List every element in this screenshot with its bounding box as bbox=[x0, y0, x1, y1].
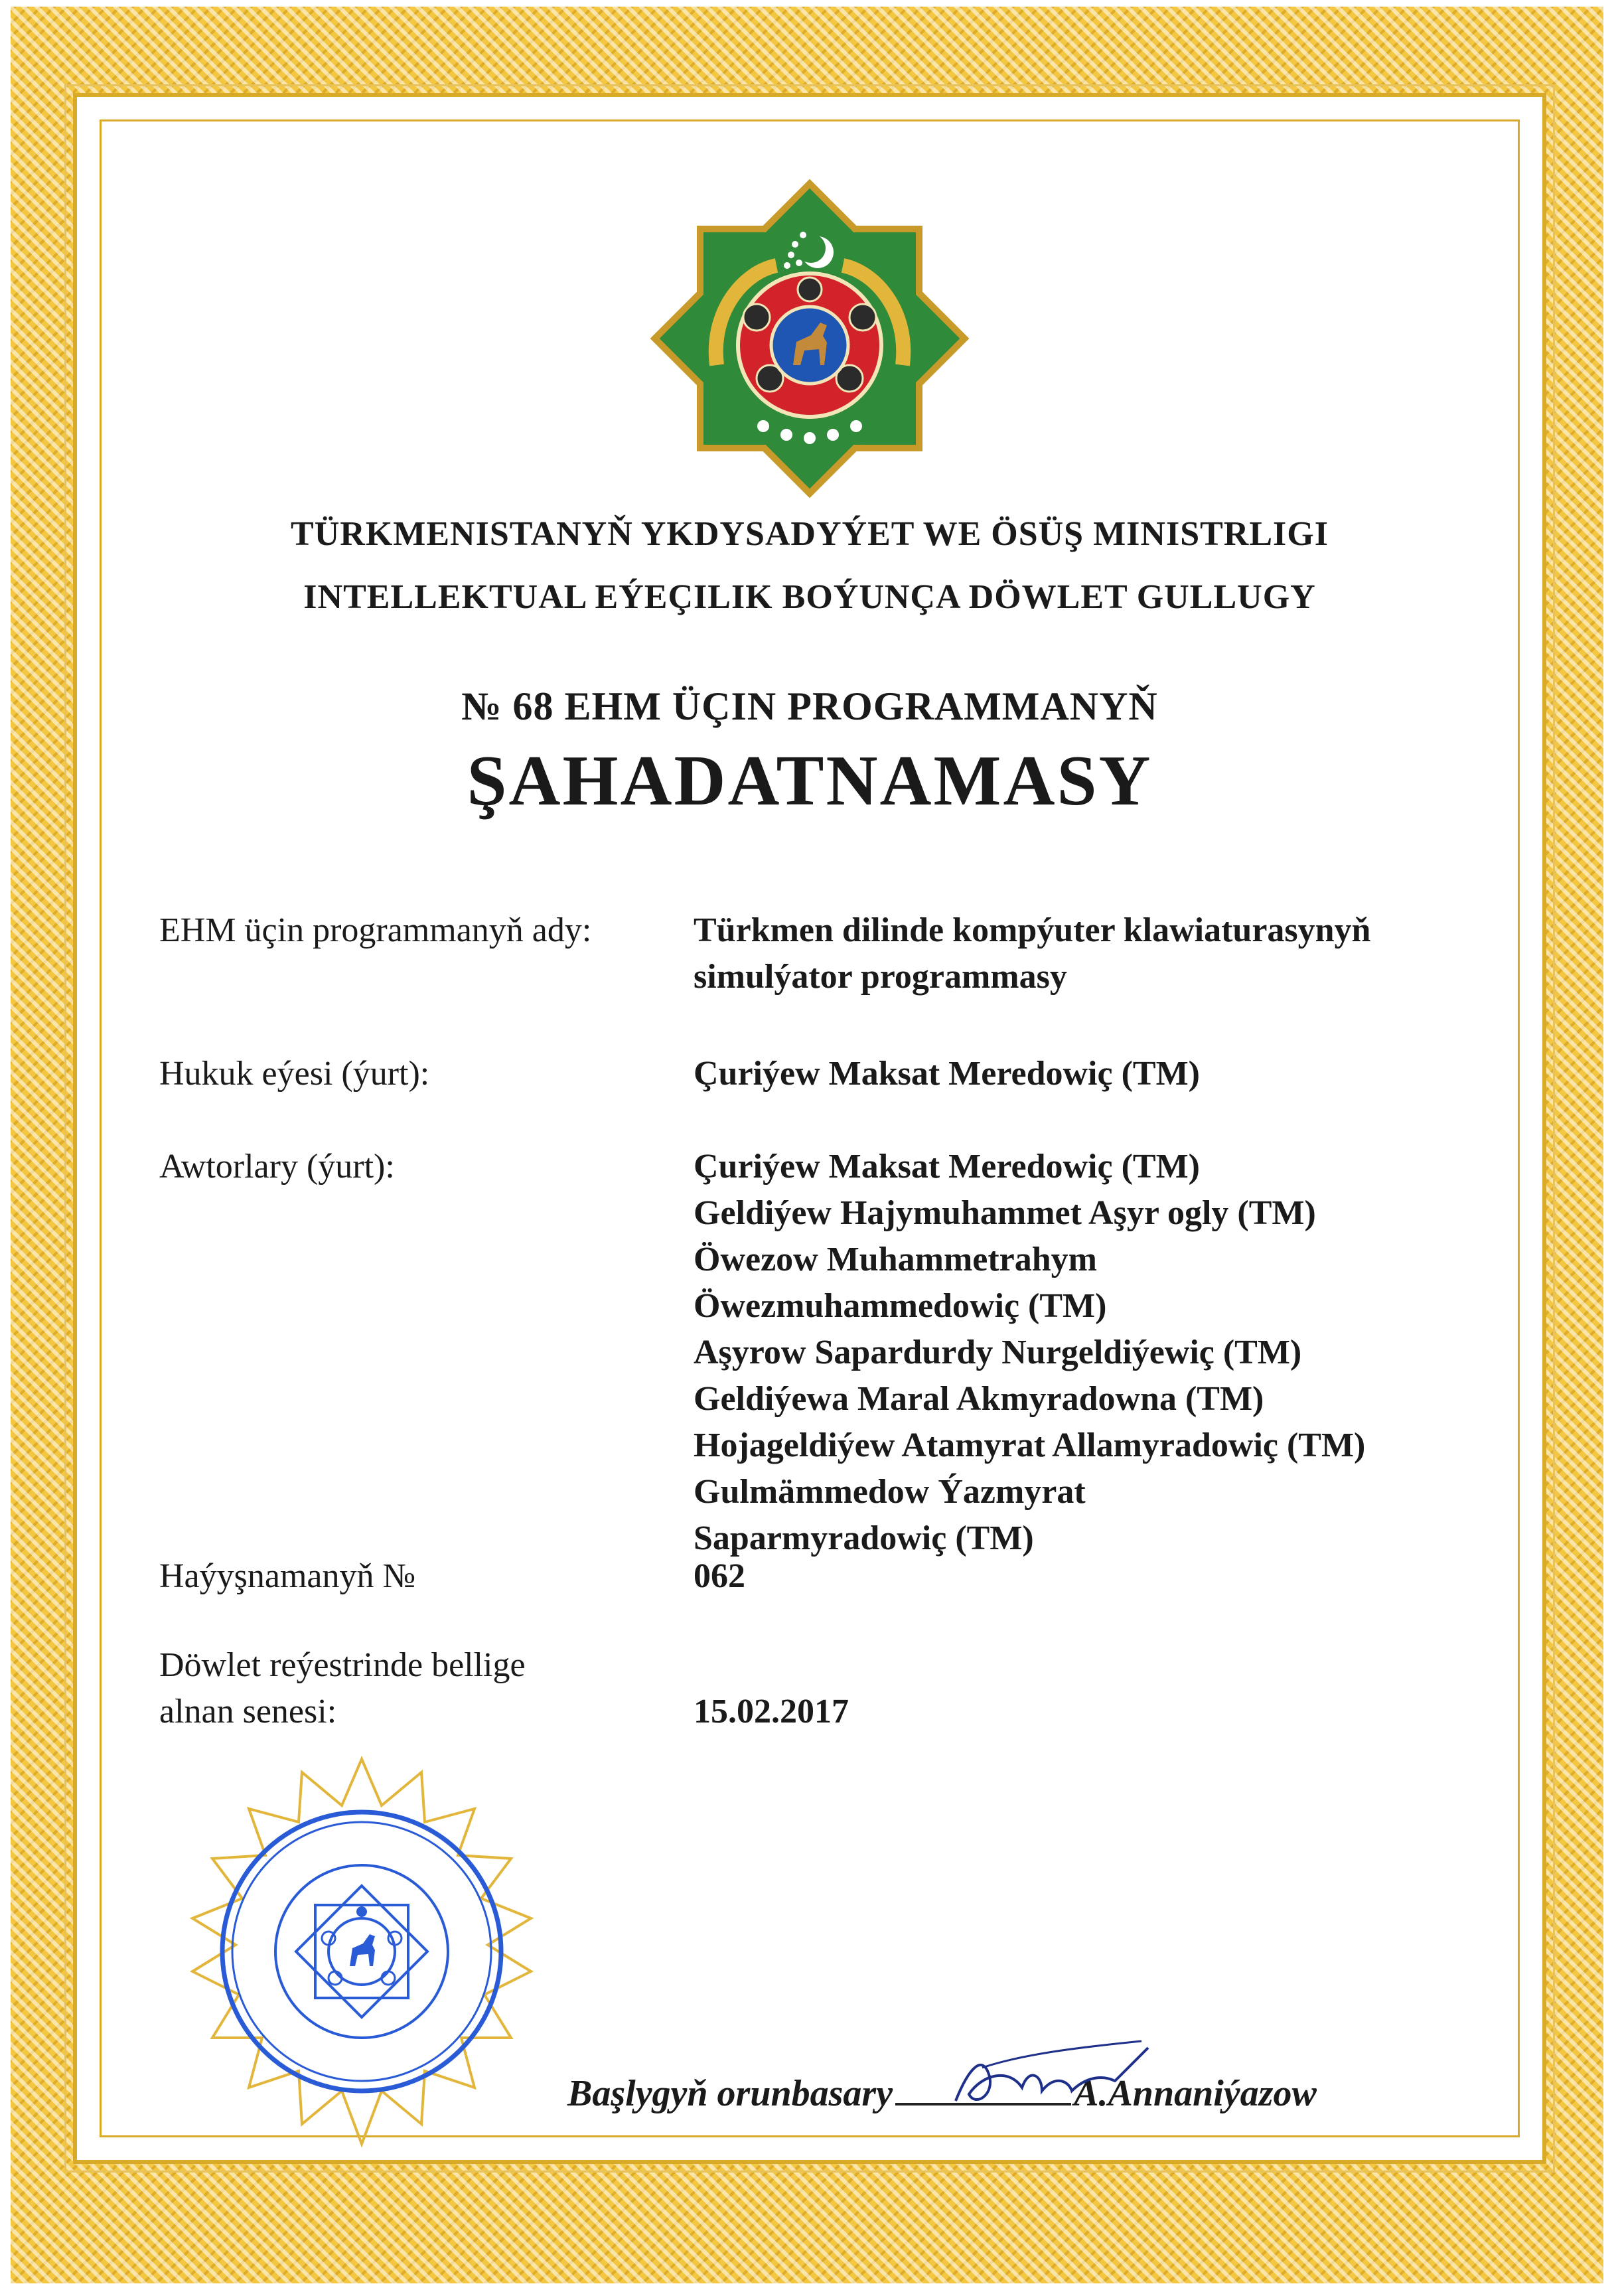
registration-date-value: 15.02.2017 bbox=[694, 1693, 849, 1730]
owner-value: Çuriýew Maksat Meredowiç (TM) bbox=[694, 1055, 1200, 1093]
ministry-title: TÜRKMENISTANYŇ YKDYSADYÝET WE ÖSÜŞ MINISTRLIGI bbox=[291, 515, 1329, 553]
signatory-name: A.Annaniýazow bbox=[1074, 2073, 1317, 2114]
author-line: Çuriýew Maksat Meredowiç (TM) bbox=[694, 1148, 1200, 1186]
certificate-number-line: № 68 EHM ÜÇIN PROGRAMMANYŇ bbox=[461, 684, 1158, 728]
author-line: Hojageldiýew Atamyrat Allamyradowiç (TM) bbox=[694, 1426, 1366, 1464]
author-line: Gulmämmedow Ýazmyrat bbox=[694, 1473, 1086, 1511]
program-name-line: Türkmen dilinde kompýuter klawiaturasynyň bbox=[694, 911, 1371, 949]
author-line: Öwezmuhammedowiç (TM) bbox=[694, 1287, 1107, 1325]
author-line: Geldiýewa Maral Akmyradowna (TM) bbox=[694, 1380, 1264, 1418]
program-name-label: EHM üçin programmanyň ady: bbox=[159, 911, 592, 949]
signatory-position: Başlygyň orunbasary bbox=[567, 2073, 893, 2114]
certificate-title: ŞAHADATNAMASY bbox=[467, 741, 1153, 820]
program-name-value bbox=[694, 907, 1370, 1000]
author-line: Geldiýew Hajymuhammet Aşyr ogly (TM) bbox=[694, 1194, 1316, 1232]
registration-label-line: alnan senesi: bbox=[159, 1693, 337, 1730]
official-seal-icon bbox=[156, 1746, 567, 2157]
author-line: Aşyrow Sapardurdy Nurgeldiýewiç (TM) bbox=[694, 1334, 1302, 1371]
registration-date-label bbox=[159, 1642, 526, 1735]
registration-label-line: Döwlet reýestrinde bellige bbox=[159, 1646, 526, 1684]
handwritten-signature bbox=[942, 2028, 1155, 2121]
program-name-line: simulýator programmasy bbox=[694, 958, 1067, 996]
application-number-label: Haýyşnamanyň № bbox=[159, 1557, 416, 1595]
service-title: INTELLEKTUAL EÝEÇILIK BOÝUNÇA DÖWLET GULLUGY bbox=[303, 578, 1316, 616]
authors-list bbox=[694, 1144, 1365, 1562]
national-emblem-icon bbox=[637, 166, 982, 511]
authors-label: Awtorlary (ýurt): bbox=[159, 1148, 395, 1186]
owner-label: Hukuk eýesi (ýurt): bbox=[159, 1055, 430, 1093]
author-line: Saparmyradowiç (TM) bbox=[694, 1519, 1034, 1557]
application-number-value: 062 bbox=[694, 1557, 745, 1595]
author-line: Öwezow Muhammetrahym bbox=[694, 1241, 1097, 1278]
